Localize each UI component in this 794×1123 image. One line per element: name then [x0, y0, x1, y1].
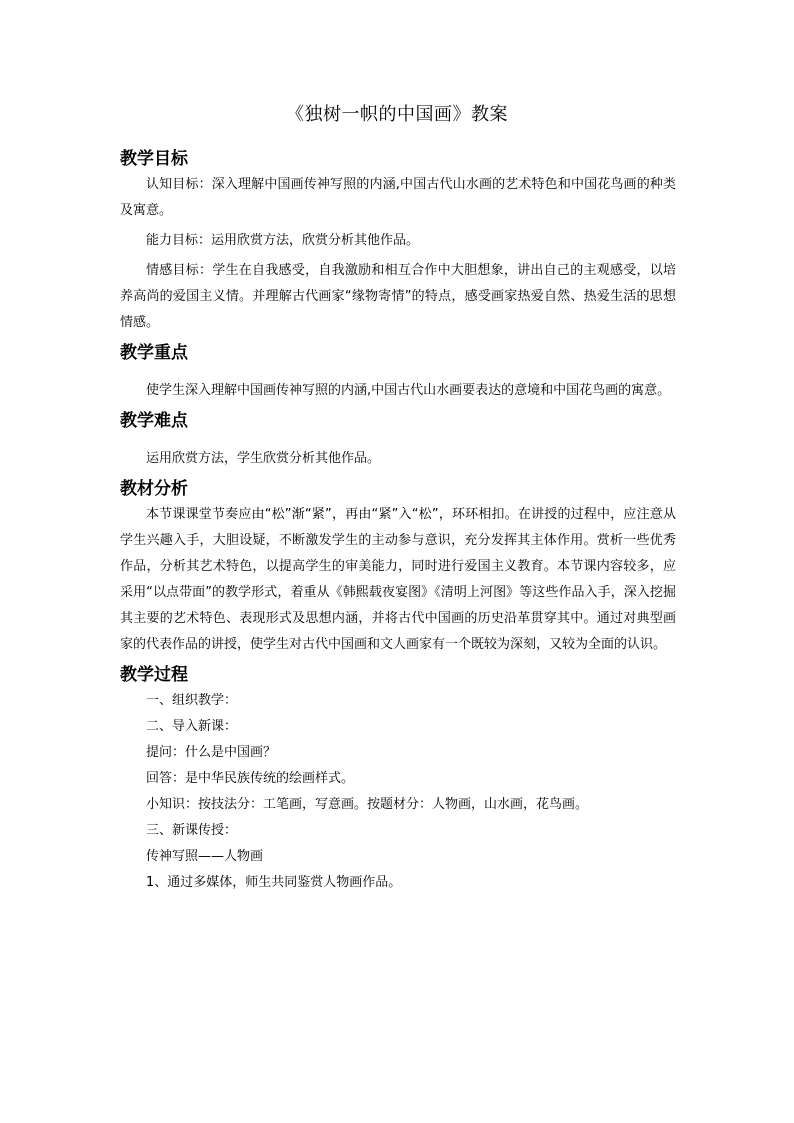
- section-teaching-goals: [120, 146, 676, 336]
- paragraph: 认知目标：深入理解中国画传神写照的内涵,中国古代山水画的艺术特色和中国花鸟画的种类及寓意。: [120, 177, 676, 218]
- section-heading: 教学目标: [120, 149, 188, 169]
- paragraph: 传神写照——人物画: [146, 849, 264, 864]
- paragraph: 运用欣赏方法，学生欣赏分析其他作品。: [146, 451, 381, 466]
- paragraph: 回答：是中华民族传统的绘画样式。: [146, 771, 355, 786]
- document-title: 《独树一帜的中国画》教案: [286, 104, 508, 125]
- section-heading: 教学重点: [120, 343, 188, 363]
- paragraph: 一、组织教学：: [146, 693, 238, 708]
- section-material-analysis: [120, 476, 676, 658]
- section-heading: 教材分析: [120, 479, 188, 499]
- paragraph: 二、导入新课：: [146, 719, 238, 734]
- paragraph: 小知识：按技法分：工笔画，写意画。按题材分：人物画，山水画，花鸟画。: [146, 797, 589, 812]
- section-heading: 教学过程: [120, 665, 188, 685]
- paragraph: 提问：什么是中国画？: [146, 745, 277, 760]
- paragraph: 使学生深入理解中国画传神写照的内涵,中国古代山水画要表达的意境和中国花鸟画的寓意。: [146, 383, 671, 398]
- paragraph: 能力目标：运用欣赏方法，欣赏分析其他作品。: [146, 233, 420, 248]
- section-key-points: [120, 340, 676, 404]
- document-body: [120, 146, 676, 896]
- paragraph: 情感目标：学生在自我感受，自我激励和相互合作中大胆想象，讲出自己的主观感受，以培养高尚的爱国主义情。并理解古代画家“缘物寄情”的特点，感受画家热爱自然、热爱生活的思想情感。: [120, 263, 676, 330]
- section-heading: 教学难点: [120, 411, 188, 431]
- paragraph: 本节课课堂节奏应由“松”渐“紧”，再由“紧”入“松”，环环相扣。在讲授的过程中，应注意从学生兴趣入手，大胆设疑，不断激发学生的主动参与意识，充分发挥其主体作用。赏析一些优秀作品，分析其艺术特色，以提高学生的审美能力，同时进行爱国主义教育。本节课内容较多，应采用“以点带面”的教学形式，着重从《韩熙载夜宴图》《清明上河图》等这些作品入手，深入挖掘其主要的艺术特色、表现形式及思想内涵，并将古代中国画的历史沿革贯穿其中。通过对典型画家的代表作品的讲授，使学生对古代中国画和文人画家有一个既较为深刻，又较为全面的认识。: [120, 507, 676, 652]
- paragraph: 1、通过多媒体，师生共同鉴赏人物画作品。: [146, 875, 402, 890]
- section-teaching-process: [120, 662, 676, 896]
- paragraph: 三、新课传授：: [146, 823, 238, 838]
- section-difficult-points: [120, 408, 676, 472]
